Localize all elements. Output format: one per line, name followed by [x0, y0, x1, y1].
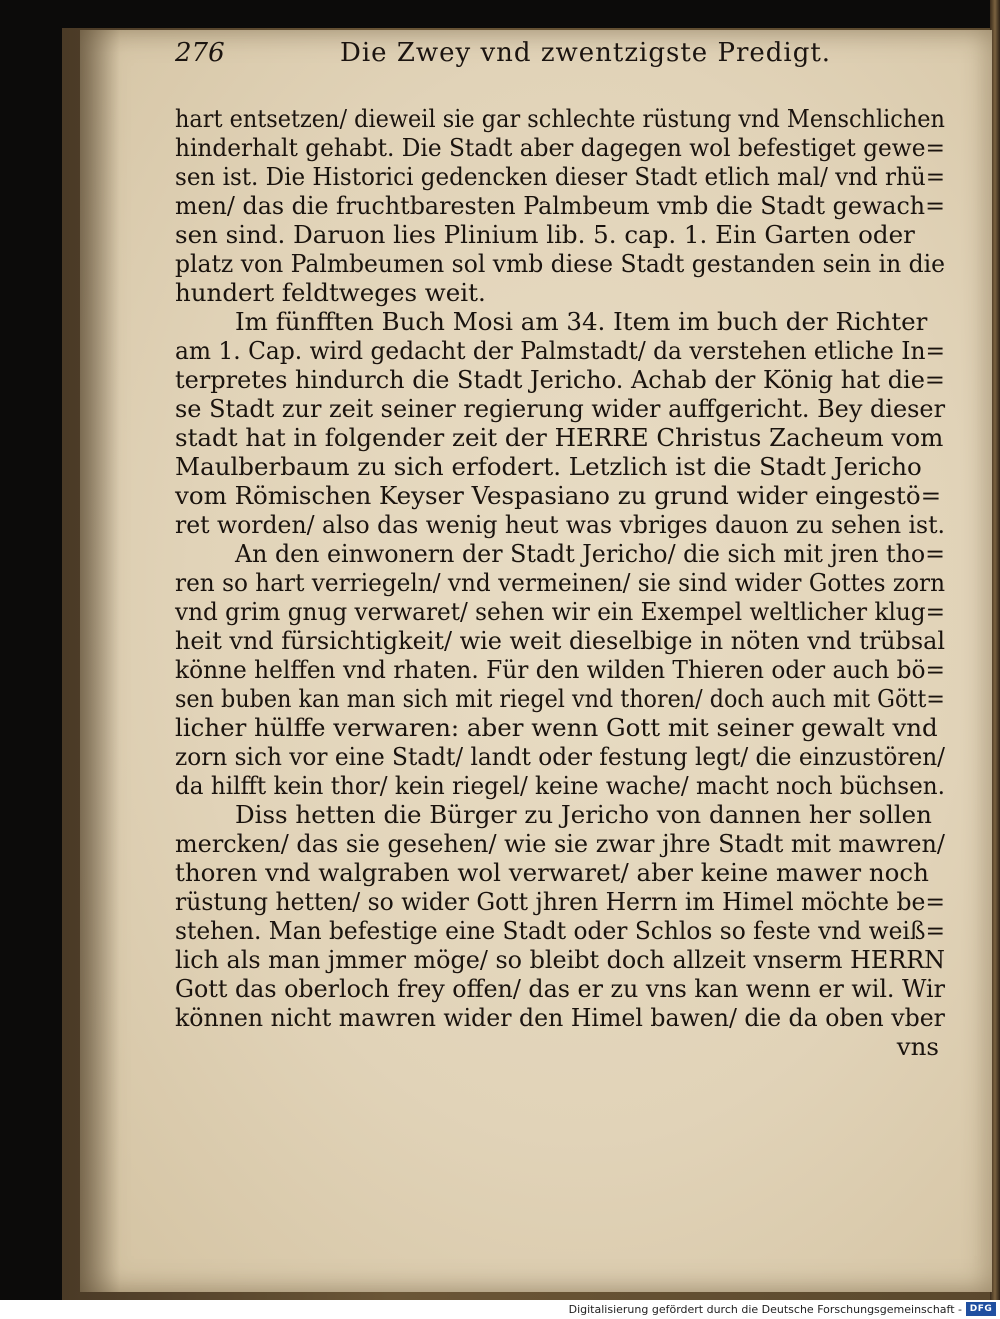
text-line: Maulberbaum zu sich erfodert. Letzlich ist die Stadt Jericho: [175, 452, 922, 481]
running-head: [175, 38, 895, 78]
running-title: Die Zwey vnd zwentzigste Predigt.: [340, 38, 832, 68]
gutter-shadow: [80, 30, 120, 1292]
text-line: lich als man jmmer möge/ so bleibt doch allzeit vnserm HERRN: [175, 945, 945, 974]
body-text: [175, 104, 945, 1061]
text-line: platz von Palmbeumen sol vmb diese Stadt gestanden sein in die: [175, 249, 946, 278]
text-line: Diss hetten die Bürger zu Jericho von dannen her sollen: [235, 800, 932, 829]
text-line: Gott das oberloch frey offen/ das er zu vns kan wenn er wil. Wir: [175, 974, 945, 1003]
text-line: am 1. Cap. wird gedacht der Palmstadt/ da verstehen etliche In=: [175, 336, 946, 365]
paragraph-1: [175, 104, 945, 307]
text-line: zorn sich vor eine Stadt/ landt oder festung legt/ die einzustören/: [175, 742, 946, 771]
text-line: terpretes hindurch die Stadt Jericho. Achab der König hat die=: [175, 365, 945, 394]
text-line: licher hülffe verwaren: aber wenn Gott mit seiner gewalt vnd: [175, 713, 938, 742]
text-line: heit vnd fürsichtigkeit/ wie weit dieselbige in nöten vnd trübsal: [175, 626, 945, 655]
text-line: rüstung hetten/ so wider Gott jhren Herrn im Himel möchte be=: [175, 887, 946, 916]
text-line: mercken/ das sie gesehen/ wie sie zwar jhre Stadt mit mawren/: [175, 829, 945, 858]
text-line: sen ist. Die Historici gedencken dieser Stadt etlich mal/ vnd rhü=: [175, 162, 946, 191]
dfg-logo-icon: DFG: [966, 1302, 996, 1316]
text-line: stehen. Man befestige eine Stadt oder Schlos so feste vnd weiß=: [175, 916, 945, 945]
text-line: vnd grim gnug verwaret/ sehen wir ein Exempel weltlicher klug=: [175, 597, 945, 626]
text-line: sen sind. Daruon lies Plinium lib. 5. cap. 1. Ein Garten oder: [175, 220, 915, 249]
text-line: Im fünfften Buch Mosi am 34. Item im buch der Richter: [235, 307, 928, 336]
text-line: vom Römischen Keyser Vespasiano zu grund wider eingestö=: [175, 481, 942, 510]
catchword: vns: [896, 1032, 939, 1061]
text-line: hart entsetzen/ dieweil sie gar schlechte rüstung vnd Menschlichen: [175, 104, 945, 133]
page-number: 276: [175, 38, 225, 68]
text-line: stadt hat in folgender zeit der HERRE Christus Zacheum vom: [175, 423, 944, 452]
text-line: An den einwonern der Stadt Jericho/ die sich mit jren tho=: [235, 539, 946, 568]
paragraph-4: [175, 800, 945, 1032]
text-line: thoren vnd walgraben wol verwaret/ aber keine mawer noch: [175, 858, 929, 887]
text-line: ren so hart verriegeln/ vnd vermeinen/ sie sind wider Gottes zorn: [175, 568, 946, 597]
footer-bar: [0, 1300, 1000, 1319]
paragraph-3: [175, 539, 945, 800]
paragraph-2: [175, 307, 945, 539]
text-line: sen buben kan man sich mit riegel vnd thoren/ doch auch mit Gött=: [175, 684, 945, 713]
text-line: hinderhalt gehabt. Die Stadt aber dagegen wol befestiget gewe=: [175, 133, 945, 162]
text-line: da hilfft kein thor/ kein riegel/ keine wache/ macht noch büchsen.: [175, 771, 945, 800]
text-line: men/ das die fruchtbaresten Palmbeum vmb die Stadt gewach=: [175, 191, 945, 220]
text-line: ret worden/ also das wenig heut was vbriges dauon zu sehen ist.: [175, 510, 946, 539]
text-line: hundert feldtweges weit.: [175, 278, 486, 307]
digitization-credit: Digitalisierung gefördert durch die Deutsche Forschungsgemeinschaft -: [568, 1303, 962, 1316]
text-line: könne helffen vnd rhaten. Für den wilden Thieren oder auch bö=: [175, 655, 946, 684]
text-line: se Stadt zur zeit seiner regierung wider auffgericht. Bey dieser: [175, 394, 946, 423]
text-line: können nicht mawren wider den Himel bawen/ die da oben vber: [175, 1003, 945, 1032]
